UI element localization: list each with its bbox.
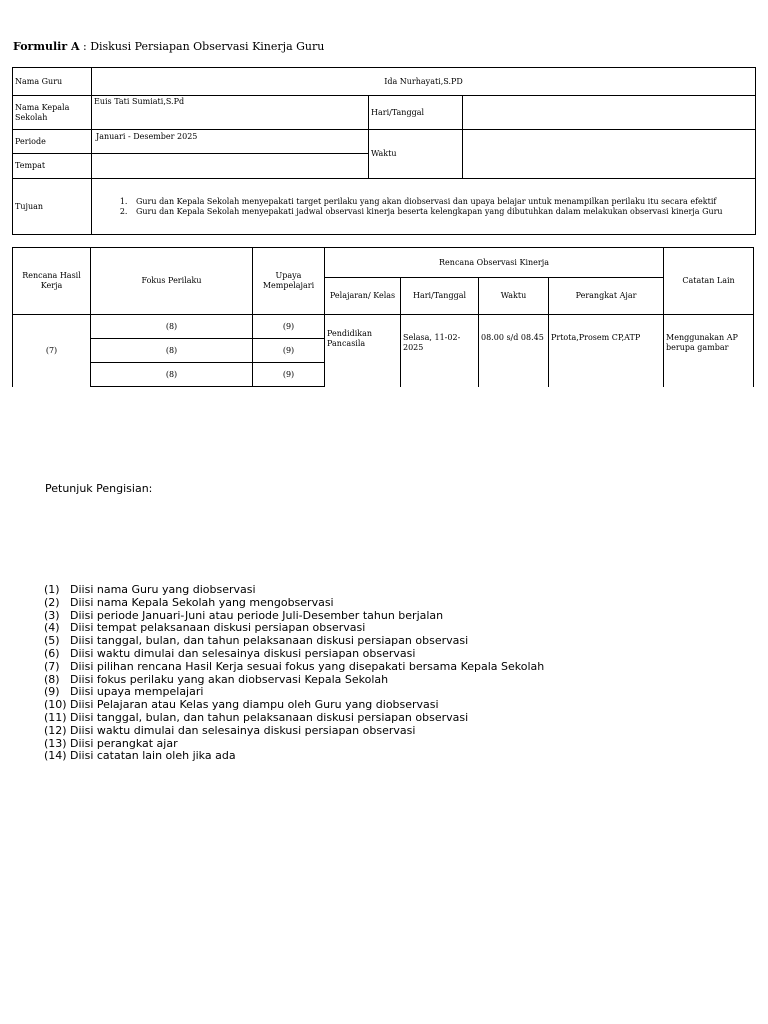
upaya-value: (9) bbox=[253, 363, 325, 387]
petunjuk-item-number: (3) bbox=[44, 608, 60, 622]
petunjuk-item-text: Diisi periode Januari-Juni atau periode Juli-Desember tahun berjalan bbox=[70, 608, 444, 622]
tempat-label: Tempat bbox=[13, 154, 92, 179]
petunjuk-item-text: Diisi tanggal, bulan, dan tahun pelaksanaan diskusi persiapan observasi bbox=[70, 634, 469, 648]
petunjuk-item bbox=[44, 725, 544, 738]
periode-value: Januari - Desember 2025 bbox=[92, 130, 369, 154]
petunjuk-item-number: (14) bbox=[44, 749, 67, 763]
perangkat-value: Prtota,Prosem CP,ATP bbox=[549, 315, 664, 387]
rencana-value: (7) bbox=[13, 315, 91, 387]
waktu-value-cell: 08.00 s/d 08.45 bbox=[479, 315, 549, 387]
petunjuk-item bbox=[44, 750, 544, 763]
petunjuk-item-text: Diisi catatan lain oleh jika ada bbox=[70, 749, 236, 763]
plan-table bbox=[12, 247, 754, 387]
fokus-value: (8) bbox=[91, 315, 253, 339]
petunjuk-item-number: (4) bbox=[44, 621, 60, 635]
header-catatan: Catatan Lain bbox=[664, 248, 754, 315]
tempat-value bbox=[92, 154, 369, 179]
petunjuk-item-text: Diisi upaya mempelajari bbox=[70, 685, 204, 699]
petunjuk-item bbox=[44, 661, 544, 674]
waktu-value bbox=[463, 130, 756, 179]
header-fokus: Fokus Perilaku bbox=[91, 248, 253, 315]
pelajaran-value: Pendidikan Pancasila bbox=[325, 315, 401, 387]
petunjuk-item-text: Diisi Pelajaran atau Kelas yang diampu oleh Guru yang diobservasi bbox=[70, 698, 439, 712]
header-pelajaran: Pelajaran/ Kelas bbox=[325, 278, 401, 315]
header-rencana: Rencana Hasil Kerja bbox=[13, 248, 91, 315]
header-waktu: Waktu bbox=[479, 278, 549, 315]
hari-value bbox=[463, 96, 756, 130]
header-upaya: Upaya Mempelajari bbox=[253, 248, 325, 315]
kepala-label: Nama Kepala Sekolah bbox=[13, 96, 92, 130]
tujuan-label: Tujuan bbox=[13, 179, 92, 235]
form-title bbox=[13, 40, 324, 53]
tujuan-cell bbox=[92, 179, 756, 235]
hari-label: Hari/Tanggal bbox=[369, 96, 463, 130]
petunjuk-item-number: (6) bbox=[44, 646, 60, 660]
upaya-value: (9) bbox=[253, 339, 325, 363]
petunjuk-item-number: (9) bbox=[44, 685, 60, 699]
petunjuk-item-text: Diisi tanggal, bulan, dan tahun pelaksanaan diskusi persiapan observasi bbox=[70, 710, 469, 724]
petunjuk-item-number: (12) bbox=[44, 723, 67, 737]
header-observasi: Rencana Observasi Kinerja bbox=[325, 248, 664, 278]
petunjuk-item-text: Diisi fokus perilaku yang akan diobservasi Kepala Sekolah bbox=[70, 672, 389, 686]
petunjuk-item-text: Diisi pilihan rencana Hasil Kerja sesuai fokus yang disepakati bersama Kepala Sekolah bbox=[70, 659, 545, 673]
petunjuk-item-number: (2) bbox=[44, 595, 60, 609]
petunjuk-item-text: Diisi tempat pelaksanaan diskusi persiapan observasi bbox=[70, 621, 366, 635]
petunjuk-item-text: Diisi nama Guru yang diobservasi bbox=[70, 583, 256, 596]
periode-label: Periode bbox=[13, 130, 92, 154]
waktu-label: Waktu bbox=[369, 130, 463, 179]
identity-table bbox=[12, 67, 756, 235]
form-title-bold: Formulir A bbox=[13, 40, 80, 53]
petunjuk-item bbox=[44, 712, 544, 725]
petunjuk-item bbox=[44, 597, 544, 610]
fokus-value: (8) bbox=[91, 363, 253, 387]
fokus-value: (8) bbox=[91, 339, 253, 363]
upaya-value: (9) bbox=[253, 315, 325, 339]
petunjuk-item-number: (1) bbox=[44, 583, 60, 596]
header-perangkat: Perangkat Ajar bbox=[549, 278, 664, 315]
petunjuk-item-number: (11) bbox=[44, 710, 67, 724]
petunjuk-item-text: Diisi waktu dimulai dan selesainya diskusi persiapan observasi bbox=[70, 646, 416, 660]
petunjuk-item-number: (8) bbox=[44, 672, 60, 686]
petunjuk-item-number: (5) bbox=[44, 634, 60, 648]
petunjuk-list bbox=[44, 584, 544, 763]
catatan-value: Menggunakan AP berupa gambar bbox=[664, 315, 754, 387]
tujuan-item: 1. Guru dan Kepala Sekolah menyepakati target perilaku yang akan diobservasi dan upaya belajar untuk menampilkan perilaku itu secara efektif bbox=[130, 197, 753, 207]
petunjuk-item-text: Diisi waktu dimulai dan selesainya diskusi persiapan observasi bbox=[70, 723, 416, 737]
tujuan-list bbox=[94, 197, 753, 217]
hari-value-cell: Selasa, 11-02-2025 bbox=[401, 315, 479, 387]
form-title-rest: : Diskusi Persiapan Observasi Kinerja Guru bbox=[79, 40, 325, 53]
kepala-value: Euis Tati Sumiati,S.Pd bbox=[92, 96, 369, 130]
tujuan-item: 2. Guru dan Kepala Sekolah menyepakati jadwal observasi kinerja beserta kelengkapan yang dibutuhkan dalam melakukan observasi kinerja Guru bbox=[130, 207, 753, 217]
petunjuk-item-text: Diisi nama Kepala Sekolah yang mengobservasi bbox=[70, 595, 334, 609]
nama-guru-value: Ida Nurhayati,S.PD bbox=[92, 68, 756, 96]
petunjuk-title: Petunjuk Pengisian: bbox=[45, 482, 153, 495]
header-hari: Hari/Tanggal bbox=[401, 278, 479, 315]
petunjuk-item bbox=[44, 648, 544, 661]
nama-guru-label: Nama Guru bbox=[13, 68, 92, 96]
petunjuk-item-number: (10) bbox=[44, 698, 67, 712]
petunjuk-item-number: (13) bbox=[44, 736, 67, 750]
petunjuk-item-number: (7) bbox=[44, 659, 60, 673]
petunjuk-item bbox=[44, 584, 544, 597]
petunjuk-item-text: Diisi perangkat ajar bbox=[70, 736, 178, 750]
